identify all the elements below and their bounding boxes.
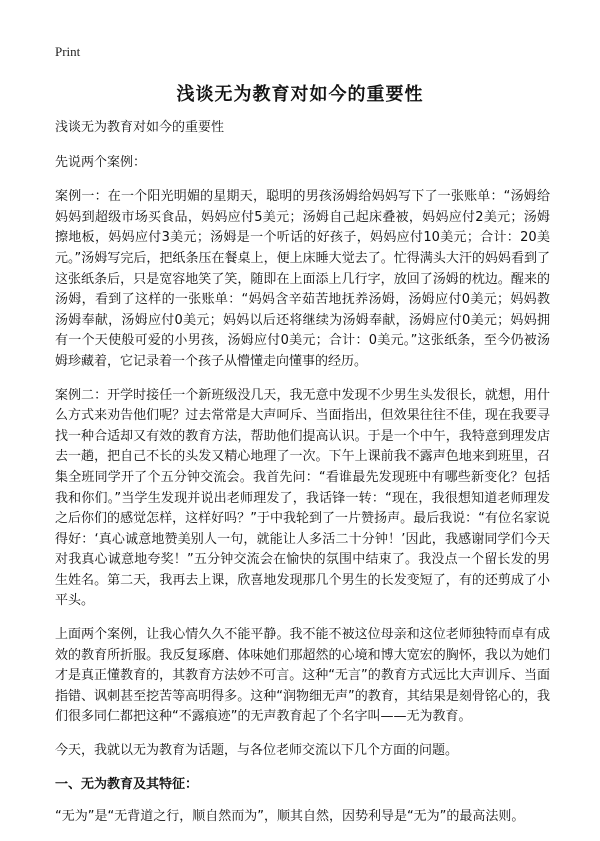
article-body — [55, 118, 550, 841]
case-one-paragraph: 案例一：在一个阳光明媚的星期天，聪明的男孩汤姆给妈妈写下了一张账单：“汤姆给妈妈到超级市场买食品，妈妈应付5美元；汤姆自己起床叠被，妈妈应付2美元；汤姆擦地板，妈妈应付3美元；汤姆是一个听话的好孩子，妈妈应付10美元；合计：20美元。”汤姆写完后，把纸条压在餐桌上，便上床睡大觉去了。忙得满头大汗的妈妈看到了这张纸条后，只是宽容地笑了笑，随即在上面添上几行字，放回了汤姆的枕边。醒来的汤姆，看到了这样的一张账单：“妈妈含辛茹苦地抚养汤姆，汤姆应付0美元；妈妈教汤姆奉献，汤姆应付0美元；妈妈以后还将继续为汤姆奉献，汤姆应付0美元；妈妈拥有一个天使般可爱的小男孩，汤姆应付0美元；合计：0美元。”这张纸条，至今仍被汤姆珍藏着，它记录着一个孩子从懵懂走向懂事的经历。 — [55, 189, 550, 369]
intro-line: 先说两个案例： — [55, 154, 147, 170]
reflection-paragraph: 上面两个案例，让我心情久久不能平静。我不能不被这位母亲和这位老师独特而卓有成效的教育所折服。我反复琢磨、体味她们那超然的心境和博大宽宏的胸怀，我以为她们才是真正懂教育的，其教育方法妙不可言。这种“无言”的教育方式远比大声训斥、当面指错、讽刺甚至挖苦等高明得多。这种“润物细无声”的教育，其结果是刻骨铭心的，我们很多同仁都把这种“不露痕迹”的无声教育起了个名字叫——无为教育。 — [55, 627, 550, 725]
topic-paragraph: 今天，我就以无为教育为话题，与各位老师交流以下几个方面的问题。 — [55, 743, 459, 759]
article-subtitle: 浅谈无为教育对如今的重要性 — [55, 120, 225, 135]
closing-paragraph: “无为”是“无背道之行，顺自然而为”，顺其自然，因势利导是“无为”的最高法则。 — [55, 809, 525, 825]
section-heading: 一、无为教育及其特征： — [55, 776, 199, 792]
print-link[interactable]: Print — [55, 44, 81, 59]
case-two-paragraph: 案例二：开学时接任一个新班级没几天，我无意中发现不少男生头发很长，就想，用什么方式来劝告他们呢？过去常常是大声呵斥、当面指出，但效果往往不佳，现在我要寻找一种合适却又有效的教育方法，帮助他们提高认识。于是一个中午，我特意到理发店去一趟，把自己不长的头发又精心地理了一次。下午上课前我不露声色地来到班里，召集全班同学开了个五分钟交流会。我首先问：“看谁最先发现班中有哪些新变化？包括我和你们。”当学生发现并说出老师理发了，我话锋一转：“现在，我很想知道老师理发之后你们的感觉怎样，这样好吗？”于中我轮到了一片赞扬声。最后我说：“有位名家说得好：‘真心诚意地赞美别人一句，就能让人多活二十分钟！’因此，我感谢同学们今天对我真心诚意地夸奖！”五分钟交流会在愉快的氛围中结束了。我没点一个留长发的男生姓名。第二天，我再去上课，欣喜地发现那几个男生的长发变短了，有的还剪成了小平头。 — [55, 387, 550, 609]
page-title: 浅谈无为教育对如今的重要性 — [176, 84, 424, 105]
